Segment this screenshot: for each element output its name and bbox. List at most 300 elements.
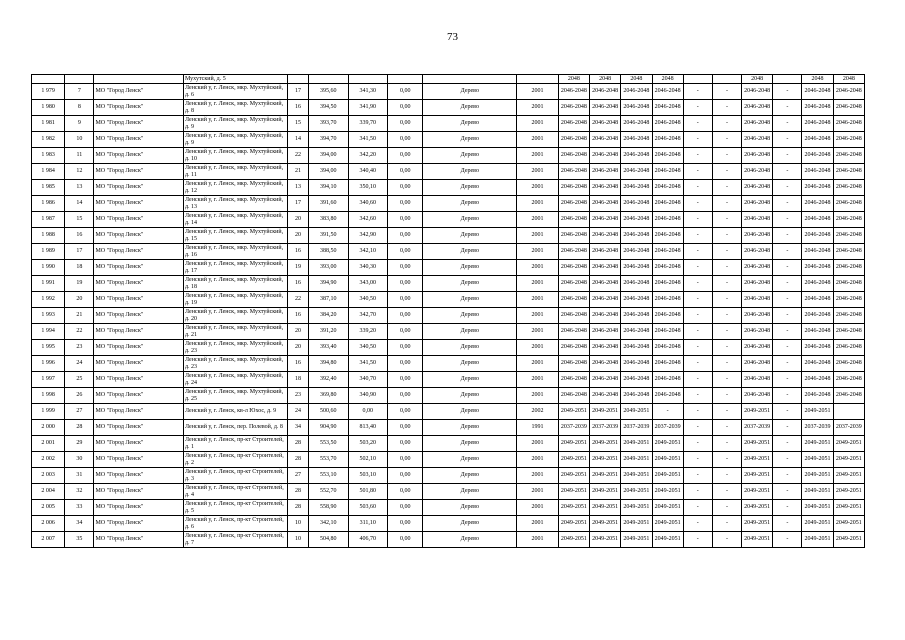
table-row [32,164,865,180]
registry-number-cell: 1 992 [32,292,65,308]
repair-period-cell: 2046-2048 [833,196,864,212]
repair-period-cell: 2046-2048 [652,84,683,100]
repair-period-cell: 2046-2048 [621,388,652,404]
repair-period-cell: 2046-2048 [621,228,652,244]
nonresidential-area-cell: 0,00 [388,324,423,340]
repair-period-cell: 2046-2048 [621,164,652,180]
repair-period-cell: 2046-2048 [802,228,833,244]
build-year-cell: 2001 [517,180,559,196]
repair-period-cell: 2046-2048 [558,212,589,228]
table-row [32,292,865,308]
repair-period-cell: 2046-2048 [621,276,652,292]
address-cell: Ленский у, г. Ленск, мкр. Мухтуйский, д. 11 [184,164,288,180]
nonresidential-area-cell: 0,00 [388,468,423,484]
repair-period-cell: - [683,324,712,340]
repair-period-cell: 2049-2051 [590,532,621,548]
repair-period-cell: - [773,260,802,276]
owner-cell: МО "Город Ленск" [94,212,184,228]
table-row [32,420,865,436]
repair-period-cell: - [773,516,802,532]
living-area-cell: 339,70 [348,116,388,132]
repair-period-cell: - [683,340,712,356]
owner-cell: МО "Город Ленск" [94,340,184,356]
repair-period-cell: 2049-2051 [742,532,773,548]
repair-period-cell: - [773,404,802,420]
repair-period-cell: 2046-2048 [621,116,652,132]
repair-period-cell: 2049-2051 [802,500,833,516]
build-year-cell: 2001 [517,260,559,276]
apartments-count-cell: 20 [288,340,309,356]
page-number: 73 [447,31,458,43]
repair-period-cell: - [683,356,712,372]
apartments-count-cell: 23 [288,388,309,404]
repair-period-cell: - [712,484,741,500]
owner-cell: МО "Город Ленск" [94,484,184,500]
living-area-cell: 0,00 [348,404,388,420]
repair-period-cell: 2046-2048 [590,340,621,356]
repair-period-cell: 2046-2048 [558,116,589,132]
row-number-cell: 7 [65,84,94,100]
repair-period-cell: - [712,468,741,484]
build-year-cell: 2002 [517,404,559,420]
repair-period-cell: 2046-2048 [742,132,773,148]
repair-period-cell: 2049-2051 [742,468,773,484]
wall-material-cell: Дерево [423,148,517,164]
nonresidential-area-cell: 0,00 [388,148,423,164]
living-area-cell: 340,70 [348,372,388,388]
repair-period-cell: - [773,244,802,260]
address-cell: Ленский у, г. Ленск, пр-кт Строителей, д. 6 [184,516,288,532]
repair-period-cell: 2046-2048 [802,164,833,180]
address-cell: Ленский у, г. Ленск, мкр. Мухтуйский, д. 14 [184,212,288,228]
repair-period-cell: 2046-2048 [802,260,833,276]
repair-period-cell: 2046-2048 [742,388,773,404]
living-area-cell: 340,50 [348,340,388,356]
repair-period-cell: 2049-2051 [802,452,833,468]
repair-period-cell: 2046-2048 [833,372,864,388]
repair-period-cell: 2046-2048 [802,116,833,132]
registry-number-cell: 1 981 [32,116,65,132]
repair-period-cell: 2046-2048 [833,148,864,164]
total-area-cell: 904,90 [308,420,348,436]
wall-material-cell: Дерево [423,212,517,228]
repair-period-cell: 2046-2048 [742,84,773,100]
total-area-cell: 392,40 [308,372,348,388]
repair-period-cell: 2046-2048 [802,100,833,116]
build-year-cell: 2001 [517,532,559,548]
repair-period-cell: 2046-2048 [833,212,864,228]
address-cell: Ленский у, г. Ленск, мкр. Мухтуйский, д. 17 [184,260,288,276]
registry-number-cell: 1 999 [32,404,65,420]
nonresidential-area-cell: 0,00 [388,372,423,388]
row-number-cell: 18 [65,260,94,276]
nonresidential-area-cell: 0,00 [388,516,423,532]
owner-cell: МО "Город Ленск" [94,532,184,548]
total-area-cell: 394,50 [308,100,348,116]
repair-period-cell: - [712,228,741,244]
repair-period-cell: 2046-2048 [802,276,833,292]
year-range-cell [773,75,802,84]
table-row [32,484,865,500]
wall-material-cell: Дерево [423,340,517,356]
row-number-cell: 31 [65,468,94,484]
address-cell: Ленский у, г. Ленск, мкр. Мухтуйский, д. 6 [184,84,288,100]
address-cell: Ленский у, г. Ленск, кв-л Юхос, д. 9 [184,404,288,420]
housing-register-table [31,74,865,548]
wall-material-cell: Дерево [423,420,517,436]
registry-number-cell: 1 994 [32,324,65,340]
repair-period-cell: 2046-2048 [590,356,621,372]
build-year-cell: 2001 [517,356,559,372]
repair-period-cell: 2046-2048 [652,244,683,260]
apartments-count-cell: 22 [288,292,309,308]
nonresidential-area-cell: 0,00 [388,116,423,132]
wall-material-cell: Дерево [423,468,517,484]
repair-period-cell: 2049-2051 [590,404,621,420]
build-year-cell: 2001 [517,372,559,388]
apartments-count-cell: 17 [288,196,309,212]
row-number-cell: 24 [65,356,94,372]
address-cell: Ленский у, г. Ленск, мкр. Мухтуйский, д. 12 [184,180,288,196]
row-number-cell: 14 [65,196,94,212]
repair-period-cell: 2049-2051 [833,516,864,532]
owner-cell: МО "Город Ленск" [94,420,184,436]
address-cell: Ленский у, г. Ленск, мкр. Мухтуйский, д. 8 [184,100,288,116]
wall-material-cell: Дерево [423,452,517,468]
repair-period-cell: 2049-2051 [621,516,652,532]
repair-period-cell: 2049-2051 [590,500,621,516]
registry-number-cell: 1 980 [32,100,65,116]
repair-period-cell: - [683,212,712,228]
row-number-cell: 33 [65,500,94,516]
registry-number-cell: 2 004 [32,484,65,500]
table-row [32,308,865,324]
repair-period-cell: - [773,532,802,548]
repair-period-cell: 2046-2048 [802,372,833,388]
owner-cell: МО "Город Ленск" [94,452,184,468]
repair-period-cell: 2049-2051 [558,532,589,548]
repair-period-cell: 2049-2051 [833,436,864,452]
repair-period-cell: - [683,420,712,436]
wall-material-cell: Дерево [423,276,517,292]
apartments-count-cell: 22 [288,148,309,164]
repair-period-cell: 2049-2051 [590,452,621,468]
address-cell: Ленский у, г. Ленск, мкр. Мухтуйский, д. 25 [184,388,288,404]
owner-cell: МО "Город Ленск" [94,324,184,340]
address-cell: Ленский у, г. Ленск, мкр. Мухтуйский, д. 16 [184,244,288,260]
repair-period-cell: 2046-2048 [590,260,621,276]
build-year-cell: 2001 [517,196,559,212]
year-range-cell: 2048 [802,75,833,84]
repair-period-cell: - [773,420,802,436]
owner-cell: МО "Город Ленск" [94,100,184,116]
apartments-count-cell: 14 [288,132,309,148]
repair-period-cell: 2046-2048 [742,340,773,356]
repair-period-cell: - [683,404,712,420]
repair-period-cell: - [712,244,741,260]
repair-period-cell: 2049-2051 [621,484,652,500]
repair-period-cell: 2046-2048 [652,356,683,372]
empty-cell [348,75,388,84]
row-number-cell: 26 [65,388,94,404]
wall-material-cell: Дерево [423,100,517,116]
build-year-cell: 2001 [517,436,559,452]
table-row [32,84,865,100]
empty-cell [423,75,517,84]
total-area-cell: 394,80 [308,356,348,372]
address-cell: Ленский у, г. Ленск, пр-кт Строителей, д. 3 [184,468,288,484]
repair-period-cell: - [712,404,741,420]
row-number-cell: 27 [65,404,94,420]
registry-number-cell: 1 995 [32,340,65,356]
repair-period-cell: 2046-2048 [802,292,833,308]
repair-period-cell: 2049-2051 [802,404,833,420]
repair-period-cell: 2046-2048 [742,308,773,324]
repair-period-cell: - [683,436,712,452]
living-area-cell: 341,50 [348,356,388,372]
row-number-cell: 22 [65,324,94,340]
apartments-count-cell: 13 [288,180,309,196]
repair-period-cell: - [683,532,712,548]
row-number-cell: 15 [65,212,94,228]
living-area-cell: 339,20 [348,324,388,340]
repair-period-cell: 2046-2048 [652,372,683,388]
row-number-cell: 25 [65,372,94,388]
total-area-cell: 393,40 [308,340,348,356]
repair-period-cell: 2046-2048 [652,100,683,116]
table-row [32,500,865,516]
repair-period-cell: - [683,452,712,468]
repair-period-cell: 2049-2051 [833,468,864,484]
repair-period-cell: - [683,292,712,308]
empty-cell [288,75,309,84]
build-year-cell: 2001 [517,340,559,356]
repair-period-cell: 2046-2048 [558,84,589,100]
table-row [32,516,865,532]
repair-period-cell: 2046-2048 [652,196,683,212]
build-year-cell: 2001 [517,500,559,516]
total-area-cell: 394,70 [308,132,348,148]
repair-period-cell: 2046-2048 [558,164,589,180]
repair-period-cell: 2049-2051 [590,436,621,452]
owner-cell: МО "Город Ленск" [94,388,184,404]
owner-cell: МО "Город Ленск" [94,228,184,244]
wall-material-cell: Дерево [423,292,517,308]
owner-cell: МО "Город Ленск" [94,276,184,292]
repair-period-cell: 2046-2048 [833,388,864,404]
repair-period-cell: - [712,500,741,516]
nonresidential-area-cell: 0,00 [388,228,423,244]
apartments-count-cell: 28 [288,484,309,500]
row-number-cell: 9 [65,116,94,132]
address-cell: Ленский у, г. Ленск, пер. Полевой, д. 8 [184,420,288,436]
repair-period-cell: - [712,164,741,180]
repair-period-cell: - [773,436,802,452]
address-cell: Ленский у, г. Ленск, пр-кт Строителей, д. 2 [184,452,288,468]
repair-period-cell: 2046-2048 [802,212,833,228]
repair-period-cell: - [683,132,712,148]
registry-number-cell: 1 990 [32,260,65,276]
total-area-cell: 388,50 [308,244,348,260]
apartments-count-cell: 28 [288,452,309,468]
total-area-cell: 383,80 [308,212,348,228]
table-row [32,388,865,404]
repair-period-cell: 2046-2048 [621,372,652,388]
build-year-cell: 2001 [517,84,559,100]
total-area-cell: 391,20 [308,324,348,340]
repair-period-cell: 2046-2048 [833,260,864,276]
repair-period-cell: - [773,500,802,516]
repair-period-cell: - [712,132,741,148]
repair-period-cell: 2046-2048 [742,244,773,260]
repair-period-cell: 2049-2051 [833,452,864,468]
living-area-cell: 341,50 [348,132,388,148]
address-cell: Ленский у, г. Ленск, пр-кт Строителей, д. 5 [184,500,288,516]
repair-period-cell: 2046-2048 [652,276,683,292]
repair-period-cell: 2046-2048 [558,196,589,212]
repair-period-cell: 2046-2048 [833,324,864,340]
row-number-cell: 19 [65,276,94,292]
repair-period-cell: 2046-2048 [652,180,683,196]
repair-period-cell: - [773,324,802,340]
table-row [32,100,865,116]
living-area-cell: 341,90 [348,100,388,116]
repair-period-cell: 2046-2048 [558,388,589,404]
repair-period-cell: 2046-2048 [590,100,621,116]
nonresidential-area-cell: 0,00 [388,484,423,500]
repair-period-cell: 2046-2048 [621,324,652,340]
build-year-cell: 2001 [517,212,559,228]
address-cell: Ленский у, г. Ленск, мкр. Мухтуйский, д. 19 [184,292,288,308]
apartments-count-cell: 16 [288,356,309,372]
repair-period-cell: - [683,260,712,276]
repair-period-cell: 2049-2051 [652,500,683,516]
row-number-cell: 28 [65,420,94,436]
repair-period-cell: 2046-2048 [590,132,621,148]
nonresidential-area-cell: 0,00 [388,388,423,404]
repair-period-cell: - [712,212,741,228]
table-row [32,276,865,292]
repair-period-cell: - [773,468,802,484]
row-number-cell: 23 [65,340,94,356]
repair-period-cell: - [712,180,741,196]
build-year-cell: 2001 [517,516,559,532]
repair-period-cell: 2046-2048 [742,180,773,196]
address-cell: Ленский у, г. Ленск, мкр. Мухтуйский, д. 18 [184,276,288,292]
registry-number-cell: 2 000 [32,420,65,436]
row-number-cell: 11 [65,148,94,164]
living-area-cell: 342,60 [348,212,388,228]
repair-period-cell: 2046-2048 [558,180,589,196]
nonresidential-area-cell: 0,00 [388,500,423,516]
build-year-cell: 1991 [517,420,559,436]
repair-period-cell: 2049-2051 [621,404,652,420]
owner-cell: МО "Город Ленск" [94,244,184,260]
repair-period-cell: - [773,292,802,308]
repair-period-cell: 2049-2051 [802,516,833,532]
repair-period-cell: 2046-2048 [742,372,773,388]
build-year-cell: 2001 [517,388,559,404]
nonresidential-area-cell: 0,00 [388,212,423,228]
registry-number-cell: 1 988 [32,228,65,244]
repair-period-cell: 2049-2051 [802,484,833,500]
registry-number-cell: 2 001 [32,436,65,452]
living-area-cell: 340,30 [348,260,388,276]
living-area-cell: 340,60 [348,196,388,212]
repair-period-cell: - [683,164,712,180]
total-area-cell: 553,70 [308,452,348,468]
owner-cell: МО "Город Ленск" [94,260,184,276]
table-row [32,324,865,340]
repair-period-cell: 2037-2039 [833,420,864,436]
registry-number-cell: 1 997 [32,372,65,388]
repair-period-cell: 2049-2051 [558,484,589,500]
repair-period-cell: 2046-2048 [621,308,652,324]
wall-material-cell: Дерево [423,500,517,516]
apartments-count-cell: 16 [288,276,309,292]
repair-period-cell: 2046-2048 [833,84,864,100]
total-area-cell: 394,00 [308,148,348,164]
repair-period-cell: 2049-2051 [590,516,621,532]
repair-period-cell: - [773,484,802,500]
repair-period-cell: 2046-2048 [558,292,589,308]
repair-period-cell: - [773,372,802,388]
total-area-cell: 391,60 [308,196,348,212]
owner-cell: МО "Город Ленск" [94,292,184,308]
repair-period-cell: 2046-2048 [802,324,833,340]
repair-period-cell: 2049-2051 [590,484,621,500]
repair-period-cell: 2046-2048 [742,196,773,212]
wall-material-cell: Дерево [423,484,517,500]
repair-period-cell: - [712,516,741,532]
repair-period-cell: 2037-2039 [590,420,621,436]
table-row [32,436,865,452]
total-area-cell: 552,70 [308,484,348,500]
total-area-cell: 553,50 [308,436,348,452]
build-year-cell: 2001 [517,244,559,260]
registry-number-cell: 1 996 [32,356,65,372]
repair-period-cell: 2046-2048 [621,340,652,356]
repair-period-cell: - [683,100,712,116]
empty-cell [94,75,184,84]
owner-cell: МО "Город Ленск" [94,164,184,180]
repair-period-cell: 2046-2048 [558,308,589,324]
total-area-cell: 394,90 [308,276,348,292]
build-year-cell: 2001 [517,148,559,164]
repair-period-cell: 2046-2048 [802,148,833,164]
repair-period-cell: - [712,356,741,372]
table-row [32,468,865,484]
repair-period-cell: 2046-2048 [833,340,864,356]
repair-period-cell: 2046-2048 [833,244,864,260]
apartments-count-cell: 20 [288,212,309,228]
empty-cell [388,75,423,84]
apartments-count-cell: 20 [288,228,309,244]
living-area-cell: 343,00 [348,276,388,292]
build-year-cell: 2001 [517,292,559,308]
apartments-count-cell: 28 [288,436,309,452]
repair-period-cell: 2046-2048 [802,340,833,356]
repair-period-cell: 2046-2048 [652,164,683,180]
nonresidential-area-cell: 0,00 [388,84,423,100]
repair-period-cell: - [712,420,741,436]
repair-period-cell: - [712,100,741,116]
repair-period-cell: 2046-2048 [621,180,652,196]
repair-period-cell: 2046-2048 [621,356,652,372]
repair-period-cell: - [712,148,741,164]
living-area-cell: 501,80 [348,484,388,500]
repair-period-cell: 2046-2048 [652,324,683,340]
